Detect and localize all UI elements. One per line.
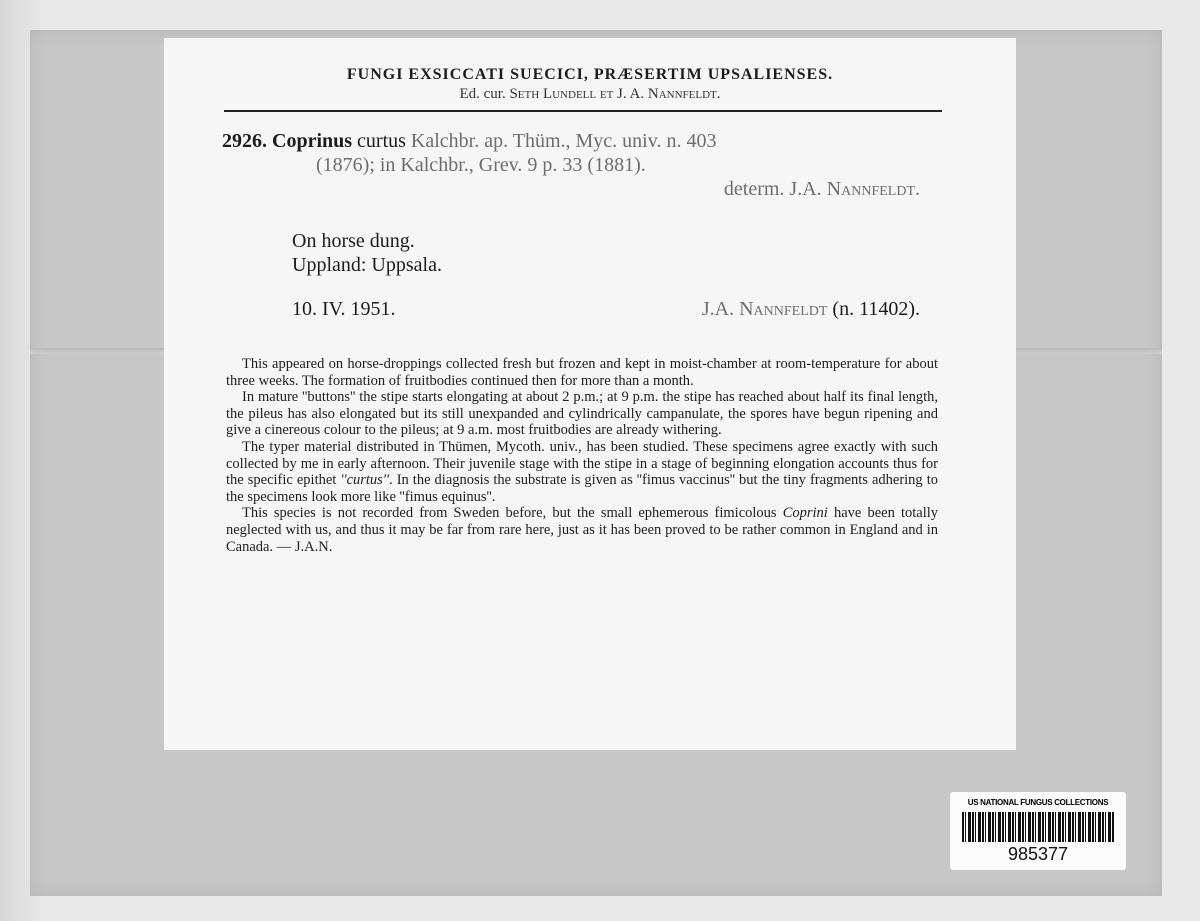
exsiccata-number: 2926. (222, 130, 267, 152)
collector-name: Nannfeldt (739, 298, 828, 320)
collection-date: 10. IV. 1951. (292, 298, 396, 320)
determiner (724, 178, 920, 201)
editors-prefix: Ed. cur. (459, 86, 506, 102)
locality: Uppland: Uppsala. (292, 254, 442, 276)
taxon-epithet: curtus (357, 130, 406, 152)
note-4-text-a: This species is not recorded from Sweden before, but the small ephemerous fimicolous (242, 505, 777, 522)
collector-prefix: J.A. (701, 298, 735, 320)
collector-number: (n. 11402). (832, 298, 920, 320)
note-paragraph-1: This appeared on horse-droppings collected fresh but frozen and kept in moist-chamber at room-temperature for about three weeks. The formation of fruitbodies continued then for more than a month. (226, 356, 938, 389)
determiner-prefix: determ. J.A. (723, 178, 822, 200)
barcode-label (950, 792, 1126, 870)
specimen-label (164, 38, 1016, 750)
note-3-text-b: . In the diagnosis the substrate is given as ''fimus vaccinus'' but the tiny fragments adhering to the specimens look more like ''fimus equinus''. (226, 472, 938, 505)
note-3-epithet: ''curtus'' (340, 472, 390, 489)
note-paragraph-3 (226, 439, 938, 505)
series-editors (164, 86, 1016, 103)
barcode-collection-name: US NATIONAL FUNGUS COLLECTIONS (967, 798, 1109, 807)
note-paragraph-4 (226, 505, 938, 555)
note-paragraph-2: In mature ''buttons'' the stipe starts elongating at about 2 p.m.; at 9 p.m. the stipe has reached about half its final length, the pileus has also elongated but its still unexpanded and cylindrically campanulate, the spores have begun ripening and give a cinereous colour to the pileus; at 9 a.m. most fruitbodies are already withering. (226, 389, 938, 439)
editors-names: Seth Lundell et J. A. Nannfeldt. (509, 86, 721, 102)
taxon-citation-1: Kalchbr. ap. Thüm., Myc. univ. n. 403 (410, 130, 717, 152)
barcode-bars (962, 812, 1114, 842)
taxon-genus: Coprinus (272, 130, 353, 152)
taxon-citation-2: (1876); in Kalchbr., Grev. 9 p. 33 (1881). (316, 154, 646, 176)
label-notes (226, 356, 938, 555)
determiner-name: Nannfeldt. (826, 178, 920, 200)
header-rule (224, 110, 942, 112)
herbarium-sheet (30, 30, 1162, 896)
substrate: On horse dung. (292, 230, 415, 252)
note-4-text-b: have been totally neglected with us, and thus it may be far from rare here, just as it has been proved to be rather common in England and in Canada. — J.A.N. (226, 505, 939, 555)
series-title: FUNGI EXSICCATI SUECICI, PRÆSERTIM UPSALIENSES. (346, 66, 834, 83)
collector (702, 298, 920, 321)
taxon-line-1 (222, 130, 716, 153)
note-4-genus: Coprini (782, 505, 828, 522)
barcode-number: 985377 (1007, 844, 1069, 864)
note-3-text-a: The typer material distributed in Thümen, Mycoth. univ., has been studied. These specimens agree exactly with such collected by me in early afternoon. Their juvenile stage with the stipe in a stage of beginning elongation accounts thus for the specific epithet (226, 438, 938, 489)
